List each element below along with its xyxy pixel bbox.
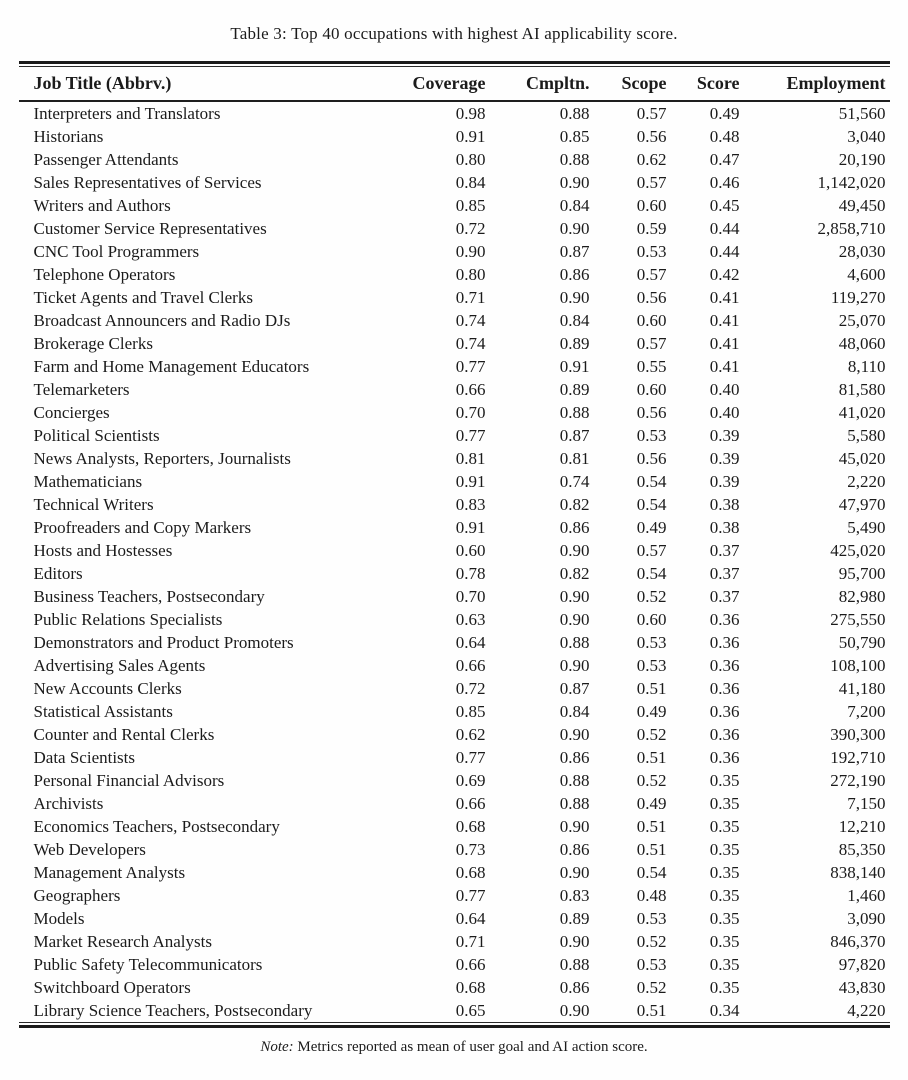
score-cell: 0.39 <box>709 471 740 491</box>
cmpltn-cell: 0.90 <box>559 931 590 951</box>
column-header-scope: Scope <box>590 67 667 101</box>
job-cell: Political Scientists <box>33 425 160 445</box>
job-cell: Interpreters and Translators <box>33 103 221 123</box>
score-cell: 0.37 <box>709 563 740 583</box>
scope-cell: 0.62 <box>636 149 667 169</box>
scope-cell: 0.49 <box>636 701 667 721</box>
table-row <box>19 654 890 677</box>
score-cell: 0.38 <box>709 517 740 537</box>
job-cell: Historians <box>33 126 104 146</box>
cmpltn-cell: 0.90 <box>559 655 590 675</box>
scope-cell: 0.57 <box>636 333 667 353</box>
coverage-cell: 0.77 <box>455 356 486 376</box>
table-row <box>19 838 890 861</box>
score-cell: 0.35 <box>709 862 740 882</box>
coverage-cell: 0.64 <box>455 908 486 928</box>
employment-cell: 1,460 <box>847 885 886 905</box>
table-row <box>19 516 890 539</box>
score-cell: 0.44 <box>709 241 740 261</box>
cmpltn-cell: 0.88 <box>559 954 590 974</box>
coverage-cell: 0.84 <box>455 172 486 192</box>
scope-cell: 0.52 <box>636 724 667 744</box>
job-cell: Public Safety Telecommunicators <box>33 954 263 974</box>
employment-cell: 45,020 <box>838 448 886 468</box>
table-row <box>19 240 890 263</box>
table-row <box>19 884 890 907</box>
cmpltn-cell: 0.82 <box>559 563 590 583</box>
employment-cell: 97,820 <box>838 954 886 974</box>
employment-cell: 25,070 <box>838 310 886 330</box>
column-header-employment: Employment <box>740 67 890 101</box>
job-cell: New Accounts Clerks <box>33 678 182 698</box>
job-cell: News Analysts, Reporters, Journalists <box>33 448 291 468</box>
occupations-table <box>19 61 890 1028</box>
score-cell: 0.36 <box>709 724 740 744</box>
score-cell: 0.36 <box>709 609 740 629</box>
table-row <box>19 125 890 148</box>
scope-cell: 0.60 <box>636 379 667 399</box>
score-cell: 0.35 <box>709 977 740 997</box>
score-cell: 0.45 <box>709 195 740 215</box>
employment-cell: 3,040 <box>847 126 886 146</box>
employment-cell: 425,020 <box>830 540 886 560</box>
coverage-cell: 0.70 <box>455 586 486 606</box>
job-cell: Mathematicians <box>33 471 143 491</box>
employment-cell: 85,350 <box>838 839 886 859</box>
score-cell: 0.36 <box>709 747 740 767</box>
score-cell: 0.41 <box>709 333 740 353</box>
score-cell: 0.35 <box>709 770 740 790</box>
cmpltn-cell: 0.88 <box>559 103 590 123</box>
score-cell: 0.39 <box>709 425 740 445</box>
cmpltn-cell: 0.87 <box>559 678 590 698</box>
table-row <box>19 608 890 631</box>
employment-cell: 119,270 <box>830 287 886 307</box>
job-cell: Customer Service Representatives <box>33 218 267 238</box>
coverage-cell: 0.85 <box>455 701 486 721</box>
score-cell: 0.47 <box>709 149 740 169</box>
job-cell: Data Scientists <box>33 747 136 767</box>
employment-cell: 5,580 <box>847 425 886 445</box>
employment-cell: 4,220 <box>847 1000 886 1020</box>
score-cell: 0.36 <box>709 655 740 675</box>
scope-cell: 0.53 <box>636 954 667 974</box>
table-row <box>19 332 890 355</box>
job-cell: Editors <box>33 563 83 583</box>
scope-cell: 0.49 <box>636 793 667 813</box>
table-row <box>19 723 890 746</box>
cmpltn-cell: 0.90 <box>559 862 590 882</box>
scope-cell: 0.51 <box>636 839 667 859</box>
job-cell: Archivists <box>33 793 104 813</box>
employment-cell: 846,370 <box>830 931 886 951</box>
score-cell: 0.35 <box>709 885 740 905</box>
cmpltn-cell: 0.89 <box>559 908 590 928</box>
table-row <box>19 907 890 930</box>
employment-cell: 8,110 <box>847 356 886 376</box>
table-row <box>19 101 890 125</box>
cmpltn-cell: 0.89 <box>559 379 590 399</box>
employment-cell: 48,060 <box>838 333 886 353</box>
scope-cell: 0.54 <box>636 563 667 583</box>
cmpltn-cell: 0.86 <box>559 839 590 859</box>
scope-cell: 0.57 <box>636 540 667 560</box>
table-row <box>19 194 890 217</box>
job-cell: Business Teachers, Postsecondary <box>33 586 265 606</box>
job-cell: Economics Teachers, Postsecondary <box>33 816 280 836</box>
data-table <box>19 67 890 1022</box>
score-cell: 0.37 <box>709 540 740 560</box>
scope-cell: 0.60 <box>636 310 667 330</box>
cmpltn-cell: 0.82 <box>559 494 590 514</box>
scope-cell: 0.57 <box>636 172 667 192</box>
cmpltn-cell: 0.84 <box>559 701 590 721</box>
table-row <box>19 792 890 815</box>
job-cell: Statistical Assistants <box>33 701 173 721</box>
scope-cell: 0.51 <box>636 1000 667 1020</box>
cmpltn-cell: 0.86 <box>559 977 590 997</box>
cmpltn-cell: 0.84 <box>559 310 590 330</box>
coverage-cell: 0.60 <box>455 540 486 560</box>
coverage-cell: 0.80 <box>455 264 486 284</box>
coverage-cell: 0.77 <box>455 885 486 905</box>
note-label: Note: <box>260 1039 294 1055</box>
employment-cell: 1,142,020 <box>817 172 886 192</box>
cmpltn-cell: 0.84 <box>559 195 590 215</box>
score-cell: 0.37 <box>709 586 740 606</box>
employment-cell: 2,858,710 <box>817 218 886 238</box>
table-row <box>19 700 890 723</box>
cmpltn-cell: 0.90 <box>559 1000 590 1020</box>
job-cell: Telephone Operators <box>33 264 176 284</box>
employment-cell: 12,210 <box>838 816 886 836</box>
coverage-cell: 0.68 <box>455 977 486 997</box>
scope-cell: 0.54 <box>636 862 667 882</box>
scope-cell: 0.53 <box>636 655 667 675</box>
cmpltn-cell: 0.90 <box>559 540 590 560</box>
cmpltn-cell: 0.86 <box>559 747 590 767</box>
score-cell: 0.40 <box>709 402 740 422</box>
table-note <box>0 1039 908 1056</box>
cmpltn-cell: 0.86 <box>559 264 590 284</box>
cmpltn-cell: 0.89 <box>559 333 590 353</box>
job-cell: Ticket Agents and Travel Clerks <box>33 287 253 307</box>
scope-cell: 0.54 <box>636 494 667 514</box>
coverage-cell: 0.66 <box>455 379 486 399</box>
score-cell: 0.36 <box>709 678 740 698</box>
score-cell: 0.36 <box>709 632 740 652</box>
scope-cell: 0.54 <box>636 471 667 491</box>
employment-cell: 272,190 <box>830 770 886 790</box>
table-row <box>19 470 890 493</box>
employment-cell: 5,490 <box>847 517 886 537</box>
coverage-cell: 0.77 <box>455 425 486 445</box>
header-row <box>19 67 890 101</box>
scope-cell: 0.52 <box>636 977 667 997</box>
scope-cell: 0.51 <box>636 747 667 767</box>
employment-cell: 81,580 <box>838 379 886 399</box>
column-header-score: Score <box>667 67 740 101</box>
employment-cell: 7,150 <box>847 793 886 813</box>
coverage-cell: 0.62 <box>455 724 486 744</box>
table-row <box>19 769 890 792</box>
table-row <box>19 217 890 240</box>
table-row <box>19 378 890 401</box>
cmpltn-cell: 0.88 <box>559 793 590 813</box>
employment-cell: 390,300 <box>830 724 886 744</box>
scope-cell: 0.53 <box>636 425 667 445</box>
score-cell: 0.35 <box>709 816 740 836</box>
table-caption: Table 3: Top 40 occupations with highest AI applicability score. <box>230 24 678 43</box>
scope-cell: 0.59 <box>636 218 667 238</box>
job-cell: Telemarketers <box>33 379 130 399</box>
job-cell: Web Developers <box>33 839 146 859</box>
table-row <box>19 286 890 309</box>
coverage-cell: 0.80 <box>455 149 486 169</box>
score-cell: 0.35 <box>709 908 740 928</box>
table-row <box>19 539 890 562</box>
coverage-cell: 0.91 <box>455 471 486 491</box>
job-cell: Sales Representatives of Services <box>33 172 262 192</box>
cmpltn-cell: 0.87 <box>559 425 590 445</box>
scope-cell: 0.57 <box>636 103 667 123</box>
job-cell: Library Science Teachers, Postsecondary <box>33 1000 313 1020</box>
coverage-cell: 0.74 <box>455 333 486 353</box>
scope-cell: 0.51 <box>636 816 667 836</box>
coverage-cell: 0.63 <box>455 609 486 629</box>
table-row <box>19 493 890 516</box>
job-cell: Proofreaders and Copy Markers <box>33 517 252 537</box>
cmpltn-cell: 0.90 <box>559 172 590 192</box>
score-cell: 0.41 <box>709 310 740 330</box>
employment-cell: 275,550 <box>830 609 886 629</box>
coverage-cell: 0.91 <box>455 126 486 146</box>
cmpltn-cell: 0.91 <box>559 356 590 376</box>
scope-cell: 0.56 <box>636 402 667 422</box>
scope-cell: 0.53 <box>636 908 667 928</box>
coverage-cell: 0.81 <box>455 448 486 468</box>
cmpltn-cell: 0.88 <box>559 149 590 169</box>
employment-cell: 2,220 <box>847 471 886 491</box>
job-cell: Market Research Analysts <box>33 931 212 951</box>
coverage-cell: 0.70 <box>455 402 486 422</box>
table-row <box>19 148 890 171</box>
cmpltn-cell: 0.90 <box>559 609 590 629</box>
score-cell: 0.41 <box>709 287 740 307</box>
coverage-cell: 0.77 <box>455 747 486 767</box>
employment-cell: 43,830 <box>838 977 886 997</box>
bottom-rule-heavy <box>19 1025 890 1028</box>
coverage-cell: 0.64 <box>455 632 486 652</box>
scope-cell: 0.53 <box>636 241 667 261</box>
job-cell: Passenger Attendants <box>33 149 179 169</box>
scope-cell: 0.48 <box>636 885 667 905</box>
scope-cell: 0.56 <box>636 448 667 468</box>
job-cell: Brokerage Clerks <box>33 333 153 353</box>
scope-cell: 0.60 <box>636 195 667 215</box>
scope-cell: 0.60 <box>636 609 667 629</box>
coverage-cell: 0.72 <box>455 678 486 698</box>
score-cell: 0.35 <box>709 839 740 859</box>
score-cell: 0.46 <box>709 172 740 192</box>
scope-cell: 0.52 <box>636 770 667 790</box>
job-cell: Demonstrators and Product Promoters <box>33 632 294 652</box>
cmpltn-cell: 0.90 <box>559 287 590 307</box>
employment-cell: 50,790 <box>838 632 886 652</box>
coverage-cell: 0.85 <box>455 195 486 215</box>
coverage-cell: 0.90 <box>455 241 486 261</box>
coverage-cell: 0.66 <box>455 655 486 675</box>
score-cell: 0.35 <box>709 931 740 951</box>
column-header-job-title: Job Title (Abbrv.) <box>19 67 382 101</box>
job-cell: Counter and Rental Clerks <box>33 724 215 744</box>
job-cell: Advertising Sales Agents <box>33 655 206 675</box>
cmpltn-cell: 0.90 <box>559 816 590 836</box>
coverage-cell: 0.66 <box>455 954 486 974</box>
employment-cell: 108,100 <box>830 655 886 675</box>
cmpltn-cell: 0.87 <box>559 241 590 261</box>
job-cell: Geographers <box>33 885 121 905</box>
employment-cell: 47,970 <box>838 494 886 514</box>
employment-cell: 3,090 <box>847 908 886 928</box>
note-text: Metrics reported as mean of user goal and AI action score. <box>297 1039 648 1055</box>
score-cell: 0.36 <box>709 701 740 721</box>
job-cell: Concierges <box>33 402 110 422</box>
table-row <box>19 401 890 424</box>
table-row <box>19 355 890 378</box>
cmpltn-cell: 0.85 <box>559 126 590 146</box>
employment-cell: 7,200 <box>847 701 886 721</box>
table-row <box>19 585 890 608</box>
score-cell: 0.34 <box>709 1000 740 1020</box>
employment-cell: 49,450 <box>838 195 886 215</box>
cmpltn-cell: 0.74 <box>559 471 590 491</box>
employment-cell: 82,980 <box>838 586 886 606</box>
job-cell: Hosts and Hostesses <box>33 540 173 560</box>
job-cell: Switchboard Operators <box>33 977 191 997</box>
table-row <box>19 562 890 585</box>
score-cell: 0.48 <box>709 126 740 146</box>
scope-cell: 0.51 <box>636 678 667 698</box>
coverage-cell: 0.83 <box>455 494 486 514</box>
coverage-cell: 0.68 <box>455 862 486 882</box>
table-row <box>19 999 890 1022</box>
scope-cell: 0.49 <box>636 517 667 537</box>
table-row <box>19 677 890 700</box>
job-cell: CNC Tool Programmers <box>33 241 200 261</box>
coverage-cell: 0.91 <box>455 517 486 537</box>
score-cell: 0.44 <box>709 218 740 238</box>
scope-cell: 0.56 <box>636 126 667 146</box>
job-cell: Management Analysts <box>33 862 186 882</box>
table-row <box>19 171 890 194</box>
cmpltn-cell: 0.88 <box>559 402 590 422</box>
score-cell: 0.39 <box>709 448 740 468</box>
scope-cell: 0.56 <box>636 287 667 307</box>
coverage-cell: 0.65 <box>455 1000 486 1020</box>
column-header-coverage: Coverage <box>382 67 486 101</box>
coverage-cell: 0.98 <box>455 103 486 123</box>
job-cell: Personal Financial Advisors <box>33 770 225 790</box>
cmpltn-cell: 0.90 <box>559 218 590 238</box>
table-row <box>19 746 890 769</box>
table-body <box>19 101 890 1022</box>
cmpltn-cell: 0.81 <box>559 448 590 468</box>
table-row <box>19 815 890 838</box>
score-cell: 0.49 <box>709 103 740 123</box>
cmpltn-cell: 0.86 <box>559 517 590 537</box>
column-header-cmpltn: Cmpltn. <box>486 67 590 101</box>
score-cell: 0.35 <box>709 954 740 974</box>
score-cell: 0.38 <box>709 494 740 514</box>
table-row <box>19 953 890 976</box>
table-row <box>19 424 890 447</box>
employment-cell: 20,190 <box>838 149 886 169</box>
coverage-cell: 0.71 <box>455 931 486 951</box>
scope-cell: 0.52 <box>636 586 667 606</box>
coverage-cell: 0.73 <box>455 839 486 859</box>
table-row <box>19 309 890 332</box>
job-cell: Farm and Home Management Educators <box>33 356 310 376</box>
score-cell: 0.42 <box>709 264 740 284</box>
employment-cell: 41,020 <box>838 402 886 422</box>
scope-cell: 0.57 <box>636 264 667 284</box>
coverage-cell: 0.69 <box>455 770 486 790</box>
coverage-cell: 0.66 <box>455 793 486 813</box>
table-row <box>19 861 890 884</box>
cmpltn-cell: 0.88 <box>559 632 590 652</box>
job-cell: Models <box>33 908 85 928</box>
cmpltn-cell: 0.88 <box>559 770 590 790</box>
score-cell: 0.35 <box>709 793 740 813</box>
employment-cell: 192,710 <box>830 747 886 767</box>
scope-cell: 0.55 <box>636 356 667 376</box>
table-row <box>19 976 890 999</box>
cmpltn-cell: 0.90 <box>559 586 590 606</box>
table-row <box>19 631 890 654</box>
coverage-cell: 0.74 <box>455 310 486 330</box>
job-cell: Technical Writers <box>33 494 154 514</box>
employment-cell: 41,180 <box>838 678 886 698</box>
job-cell: Broadcast Announcers and Radio DJs <box>33 310 291 330</box>
employment-cell: 51,560 <box>838 103 886 123</box>
scope-cell: 0.53 <box>636 632 667 652</box>
employment-cell: 28,030 <box>838 241 886 261</box>
cmpltn-cell: 0.90 <box>559 724 590 744</box>
employment-cell: 838,140 <box>830 862 886 882</box>
employment-cell: 95,700 <box>838 563 886 583</box>
score-cell: 0.41 <box>709 356 740 376</box>
coverage-cell: 0.68 <box>455 816 486 836</box>
scope-cell: 0.52 <box>636 931 667 951</box>
score-cell: 0.40 <box>709 379 740 399</box>
table-header <box>19 67 890 101</box>
cmpltn-cell: 0.83 <box>559 885 590 905</box>
table-row <box>19 263 890 286</box>
coverage-cell: 0.71 <box>455 287 486 307</box>
coverage-cell: 0.72 <box>455 218 486 238</box>
job-cell: Public Relations Specialists <box>33 609 223 629</box>
job-cell: Writers and Authors <box>33 195 171 215</box>
coverage-cell: 0.78 <box>455 563 486 583</box>
table-row <box>19 930 890 953</box>
table-row <box>19 447 890 470</box>
employment-cell: 4,600 <box>847 264 886 284</box>
